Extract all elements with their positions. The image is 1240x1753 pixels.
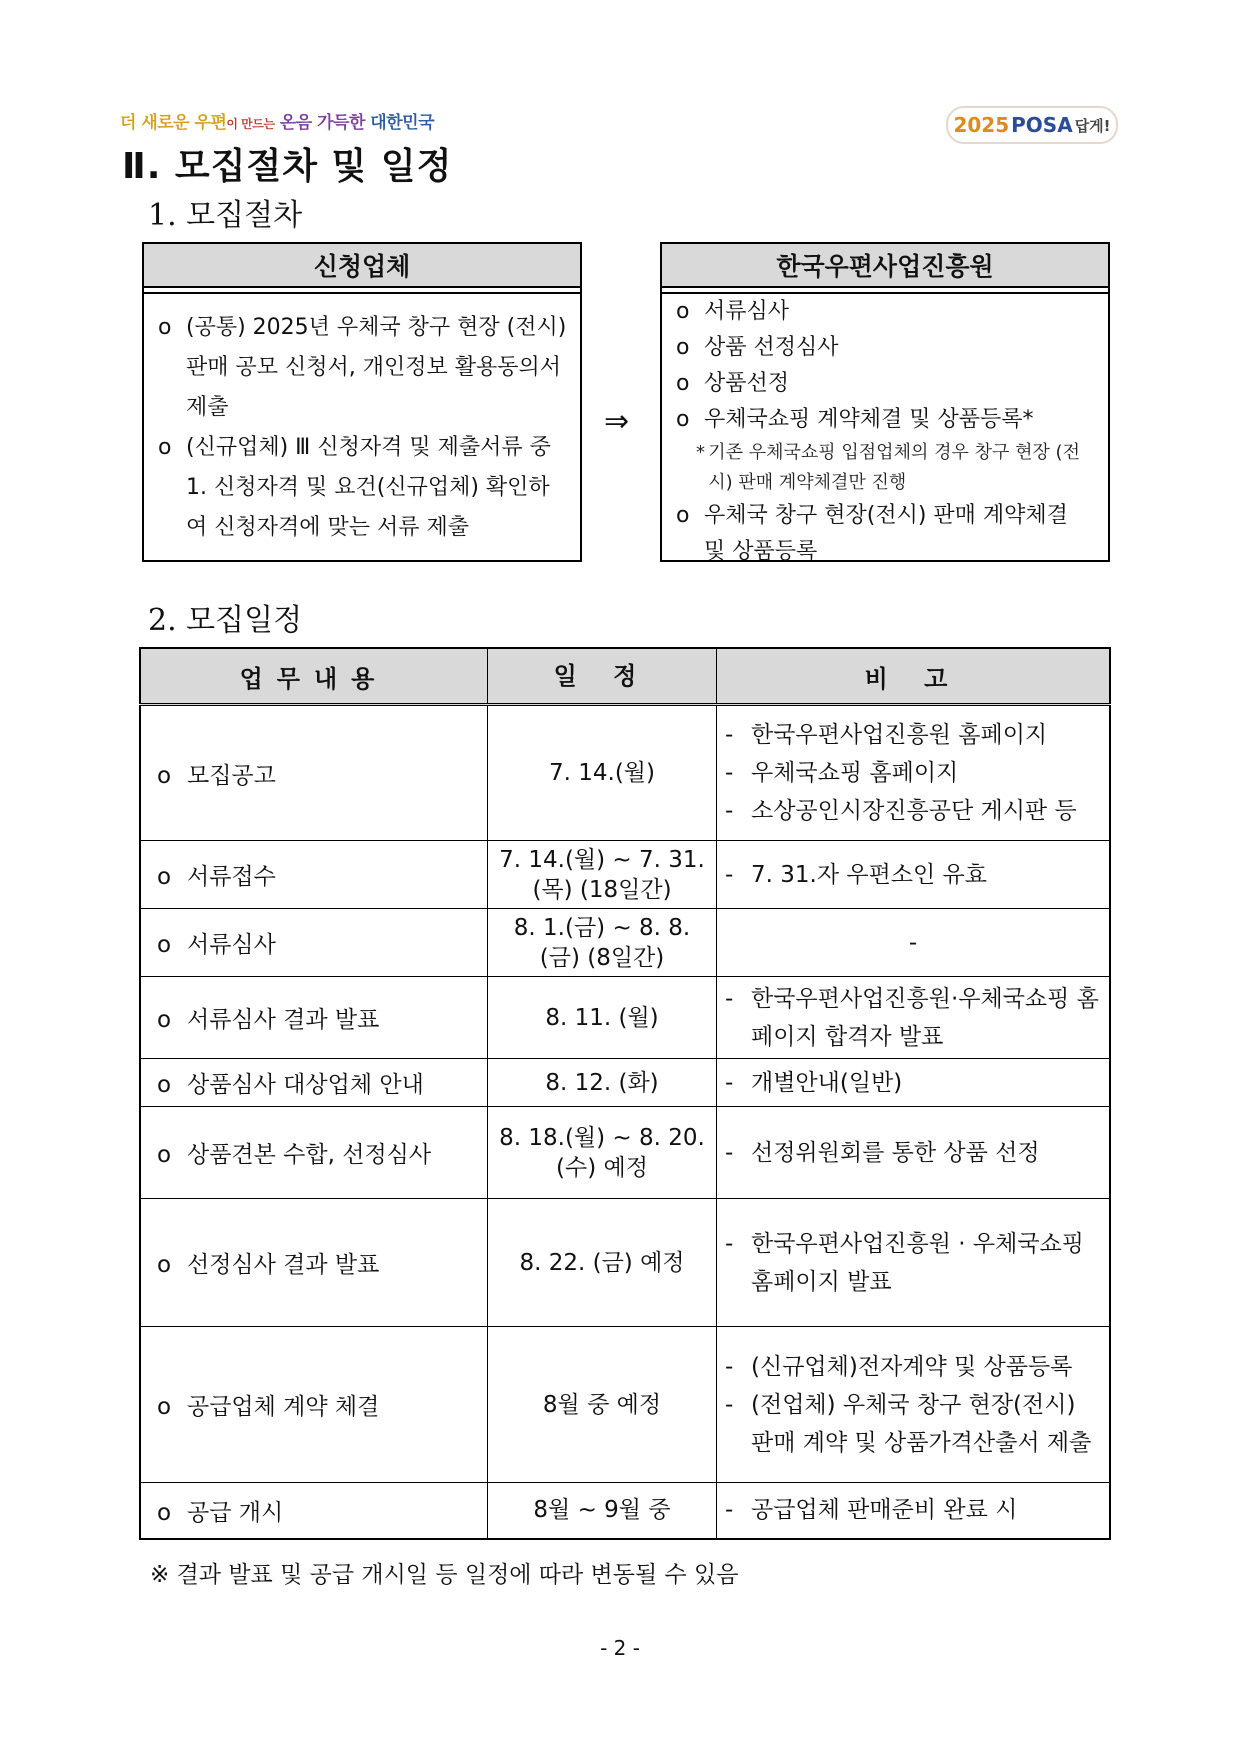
dash: -	[725, 1230, 734, 1257]
note-cell	[717, 705, 1111, 841]
note-text: 7. 31.자 우편소인 유효	[751, 861, 987, 888]
date-cell: 8. 12. (화)	[488, 1059, 717, 1107]
bullet: o	[676, 407, 690, 432]
note-text: 한국우편사업진흥원·우체국쇼핑 홈페이지 합격자 발표	[751, 985, 1099, 1050]
header-note: 비 고	[717, 648, 1111, 705]
task-text: 서류접수	[187, 864, 276, 890]
date-cell: 8월 ~ 9월 중	[488, 1483, 717, 1539]
applicant-item	[158, 308, 568, 428]
agency-item-text: 상품 선정심사	[704, 335, 839, 360]
note-cell	[717, 841, 1111, 909]
dash: -	[725, 1353, 734, 1380]
agency-item	[676, 402, 1096, 438]
note-text: 개별안내(일반)	[751, 1069, 903, 1096]
dash: -	[725, 1139, 734, 1166]
note-line	[725, 856, 1101, 894]
agency-item	[676, 330, 1096, 366]
note-cell	[717, 909, 1111, 977]
agency-body-frame	[662, 292, 1108, 564]
badge-posa: POSA	[1011, 113, 1073, 137]
table-row	[140, 1327, 1110, 1483]
header-date: 일 정	[488, 648, 717, 705]
bullet: o	[157, 932, 172, 958]
applicant-item	[158, 428, 568, 548]
task-cell	[140, 841, 488, 909]
table-row	[140, 705, 1110, 841]
note-cell	[717, 977, 1111, 1059]
note-text: 소상공인시장진흥공단 게시판 등	[751, 798, 1077, 824]
bullet: o	[157, 1499, 172, 1526]
note-line	[725, 1134, 1101, 1172]
slogan-part2: 이 만드는	[226, 117, 275, 131]
dash: -	[725, 985, 734, 1012]
note-text: 선정위원회를 통한 상품 선정	[751, 1139, 1040, 1166]
bullet: o	[676, 299, 690, 324]
dash: -	[725, 1069, 734, 1096]
table-row	[140, 909, 1110, 977]
note-text: -	[908, 929, 918, 956]
note-line	[725, 1348, 1101, 1386]
note-line	[725, 716, 1101, 754]
note-text: (신규업체)전자계약 및 상품등록	[751, 1353, 1073, 1380]
agency-item-text: 우체국 창구 현장(전시) 판매 계약체결 및 상품등록	[704, 503, 1068, 564]
schedule-table	[139, 647, 1111, 1540]
bullet: o	[158, 435, 172, 460]
task-cell	[140, 977, 488, 1059]
posa-badge	[946, 106, 1118, 144]
dash: -	[725, 861, 734, 888]
agency-footnote	[676, 438, 1096, 498]
task-text: 선정심사 결과 발표	[187, 1252, 380, 1278]
page-number: - 2 -	[600, 1636, 640, 1660]
applicant-box	[142, 242, 582, 562]
task-text: 공급업체 계약 체결	[187, 1394, 380, 1420]
note-line	[725, 980, 1101, 1056]
bullet: o	[157, 1142, 172, 1168]
task-text: 상품견본 수합, 선정심사	[187, 1142, 432, 1168]
schedule-footnote: ※ 결과 발표 및 공급 개시일 등 일정에 따라 변동될 수 있음	[150, 1562, 739, 1588]
right-arrow-icon: ⇒	[604, 404, 630, 439]
agency-box	[660, 242, 1110, 562]
applicant-item-text: (신규업체) Ⅲ 신청자격 및 제출서류 중 1. 신청자격 및 요건(신규업체) 확인하여 신청자격에 맞는 서류 제출	[186, 435, 551, 540]
slogan-part3: 온음 가득한	[279, 113, 365, 133]
applicant-header: 신청업체	[144, 244, 580, 288]
badge-suffix: 답게!	[1074, 116, 1111, 135]
task-text: 서류심사 결과 발표	[187, 1007, 380, 1033]
note-text: 한국우편사업진흥원 · 우체국쇼핑 홈페이지 발표	[751, 1230, 1084, 1295]
task-text: 서류심사	[187, 932, 276, 958]
table-row	[140, 1107, 1110, 1199]
agency-item-text: 상품선정	[704, 371, 790, 396]
agency-item	[676, 498, 1096, 570]
note-line	[725, 1491, 1101, 1529]
task-cell	[140, 1107, 488, 1199]
dash: -	[725, 798, 734, 824]
slogan-part4: 대한민국	[370, 113, 434, 133]
task-cell	[140, 705, 488, 841]
agency-item-text: 서류심사	[704, 299, 790, 324]
note-line	[725, 924, 1101, 962]
applicant-item-text: (공통) 2025년 우체국 창구 현장 (전시) 판매 공모 신청서, 개인정보 활용동의서 제출	[186, 315, 567, 420]
dash: -	[725, 760, 734, 786]
agency-item	[676, 366, 1096, 402]
note-text: 공급업체 판매준비 완료 시	[751, 1497, 1018, 1524]
task-cell	[140, 909, 488, 977]
note-cell	[717, 1327, 1111, 1483]
table-row	[140, 1199, 1110, 1327]
note-cell	[717, 1059, 1111, 1107]
table-header-row	[140, 648, 1110, 705]
bullet: o	[157, 1394, 172, 1420]
task-cell	[140, 1327, 488, 1483]
procedure-title: 1. 모집절차	[148, 198, 303, 233]
agency-note-text: 기존 우체국쇼핑 입점업체의 경우 창구 현장 (전시) 판매 계약체결만 진행	[708, 442, 1080, 493]
note-line	[725, 1225, 1101, 1301]
agency-header: 한국우편사업진흥원	[662, 244, 1108, 288]
task-text: 공급 개시	[187, 1499, 284, 1526]
date-cell: 7. 14.(월)	[488, 705, 717, 841]
slogan-logo	[120, 108, 434, 133]
schedule-title: 2. 모집일정	[148, 603, 303, 638]
task-cell	[140, 1059, 488, 1107]
slogan-part1: 더 새로운 우편	[120, 113, 227, 133]
section-title: Ⅱ. 모집절차 및 일정	[122, 146, 453, 187]
note-text: 한국우편사업진흥원 홈페이지	[751, 722, 1048, 748]
date-cell: 7. 14.(월) ~ 7. 31.(목) (18일간)	[488, 841, 717, 909]
bullet: o	[157, 1252, 172, 1278]
dash: -	[725, 1497, 734, 1524]
dash: -	[725, 722, 734, 748]
dash: -	[725, 1391, 734, 1418]
table-row	[140, 1059, 1110, 1107]
agency-item	[676, 294, 1096, 330]
table-row	[140, 977, 1110, 1059]
note-line	[725, 792, 1101, 830]
note-line	[725, 754, 1101, 792]
note-text: 우체국쇼핑 홈페이지	[751, 760, 959, 786]
bullet: o	[676, 371, 690, 396]
task-cell	[140, 1199, 488, 1327]
bullet: o	[676, 503, 690, 528]
badge-year: 2025	[953, 113, 1010, 137]
table-row	[140, 1483, 1110, 1539]
note-text: (전업체) 우체국 창구 현장(전시) 판매 계약 및 상품가격산출서 제출	[751, 1391, 1092, 1456]
bullet: o	[157, 1007, 172, 1033]
date-cell: 8. 11. (월)	[488, 977, 717, 1059]
bullet: o	[157, 762, 172, 789]
applicant-body-frame	[144, 292, 580, 560]
date-cell: 8. 18.(월) ~ 8. 20.(수) 예정	[488, 1107, 717, 1199]
agency-item-text: 우체국쇼핑 계약체결 및 상품등록*	[704, 407, 1034, 432]
note-cell	[717, 1199, 1111, 1327]
date-cell: 8. 1.(금) ~ 8. 8.(금) (8일간)	[488, 909, 717, 977]
bullet: o	[158, 315, 172, 340]
date-cell: 8월 중 예정	[488, 1327, 717, 1483]
task-text: 상품심사 대상업체 안내	[187, 1072, 424, 1098]
table-row	[140, 841, 1110, 909]
task-text: 모집공고	[187, 762, 276, 789]
note-cell	[717, 1107, 1111, 1199]
bullet: o	[157, 1072, 172, 1098]
date-cell: 8. 22. (금) 예정	[488, 1199, 717, 1327]
bullet: o	[676, 335, 690, 360]
header-task: 업무내용	[140, 648, 488, 705]
note-line	[725, 1386, 1101, 1462]
asterisk: *	[696, 442, 705, 463]
note-line	[725, 1064, 1101, 1102]
note-cell	[717, 1483, 1111, 1539]
bullet: o	[157, 864, 172, 890]
task-cell	[140, 1483, 488, 1539]
